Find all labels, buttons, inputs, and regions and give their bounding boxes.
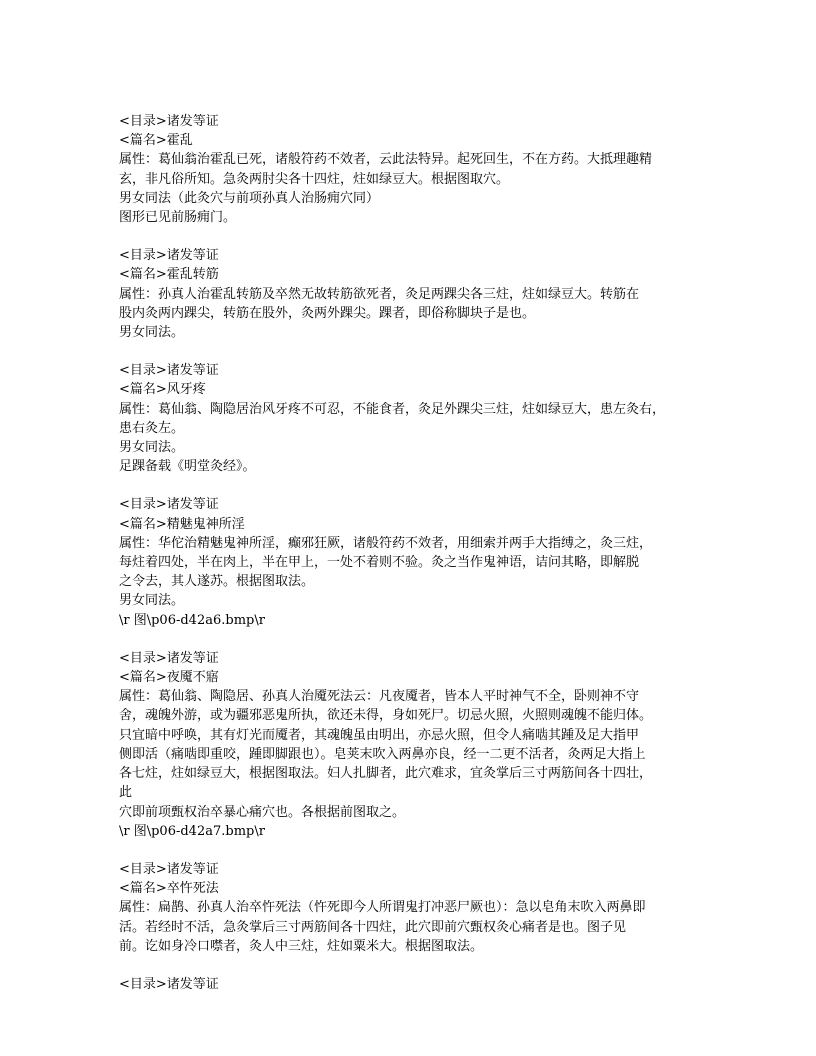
text-line: 前。讫如身冷口噤者，灸人中三炷，炷如粟米大。根据图取法。 [119, 938, 484, 954]
title-line: <篇名>霍乱 [119, 133, 193, 149]
text-line: 各七炷，炷如绿豆大，根据图取法。妇人扎脚者，此穴难求，宜灸掌后三寸两筋间各十四壮， [119, 766, 653, 782]
catalog-line: <目录>诸发等证 [119, 497, 219, 513]
text-line: 每炷着四处，半在肉上，半在甲上，一处不着则不验。灸之当作鬼神语，诘问其略，即解脱 [119, 555, 640, 571]
catalog-line: <目录>诸发等证 [119, 114, 219, 129]
catalog-line: <目录>诸发等证 [119, 363, 219, 379]
text-line: 侧即活（痛啮即重咬，踵即脚跟也）。皂荚末吹入两鼻亦良，经一二更不活者，灸两足大指上 [119, 746, 646, 762]
catalog-line: <目录>诸发等证 [119, 650, 219, 666]
text-line: 男女同法。 [119, 440, 185, 456]
entry-fengyateng [119, 361, 699, 476]
text-line: 足踝备载《明堂灸经》。 [119, 459, 256, 475]
image-reference: \r 图\p06-d42a6.bmp\r [119, 612, 265, 628]
text-line: 穴即前项甄权治卒暴心痛穴也。各根据前图取之。 [119, 804, 406, 820]
catalog-line: <目录>诸发等证 [119, 248, 219, 264]
document-body [119, 112, 699, 1013]
text-line: 属性：孙真人治霍乱转筋及卒然无故转筋欲死者，灸足两踝尖各三炷，炷如绿豆大。转筋在 [119, 286, 640, 302]
text-line: 此 [119, 785, 133, 801]
title-line: <篇名>夜魇不寤 [119, 670, 219, 686]
text-line: 只宜暗中呼唤，其有灯光而魇者，其魂魄虽由明出，亦忌火照，但令人痛啮其踵及足大指甲 [119, 727, 640, 743]
text-line: 属性：华佗治精魅鬼神所淫，癫邪狂厥，诸般符药不效者，用细索并两手大指缚之，灸三炷， [119, 535, 653, 551]
text-line: 男女同法（此灸穴与前项孙真人治肠痈穴同） [119, 190, 380, 206]
entry-huoluan [119, 112, 699, 227]
catalog-line: <目录>诸发等证 [119, 976, 219, 992]
text-line: 图形已见前肠痈门。 [119, 210, 237, 226]
text-line: 属性：扁鹊、孙真人治卒忤死法（忤死即今人所谓鬼打冲恶尸厥也）：急以皂角末吹入两鼻即 [119, 900, 646, 916]
title-line: <篇名>风牙疼 [119, 382, 206, 398]
image-reference: \r 图\p06-d42a7.bmp\r [119, 823, 265, 839]
title-line: <篇名>精魅鬼神所淫 [119, 516, 245, 532]
text-line: 患右灸左。 [119, 420, 185, 436]
text-line: 男女同法。 [119, 593, 185, 609]
entry-huoluan-zhuanjin [119, 246, 699, 342]
text-line: 舍，魂魄外游，或为疆邪恶鬼所执，欲还未得，身如死尸。切忌火照，火照则魂魄不能归体。 [119, 708, 653, 724]
entry-yeyan [119, 649, 699, 841]
text-line: 属性：葛仙翁、陶隐居、孙真人治魇死法云：凡夜魇者，皆本人平时神气不全，卧则神不守 [119, 689, 640, 705]
entry-jingmei [119, 495, 699, 629]
catalog-line: <目录>诸发等证 [119, 861, 219, 877]
entry-next [119, 975, 699, 994]
text-line: 之令去，其人遂苏。根据图取法。 [119, 574, 315, 590]
text-line: 属性：葛仙翁、陶隐居治风牙疼不可忍，不能食者，灸足外踝尖三炷，炷如绿豆大，患左灸右， [119, 401, 666, 417]
text-line: 属性：葛仙翁治霍乱已死，诸般符药不效者，云此法特异。起死回生，不在方药。大抵理趣精 [119, 152, 653, 168]
text-line: 活。若经时不活，急灸掌后三寸两筋间各十四炷，此穴即前穴甄权灸心痛者是也。图子见 [119, 919, 627, 935]
entry-zuwu [119, 860, 699, 956]
title-line: <篇名>卒忤死法 [119, 881, 219, 897]
text-line: 玄，非凡俗所知。急灸两肘尖各十四炷，炷如绿豆大。根据图取穴。 [119, 171, 510, 187]
text-line: 男女同法。 [119, 325, 185, 341]
title-line: <篇名>霍乱转筋 [119, 267, 219, 283]
text-line: 股内灸两内踝尖，转筋在股外，灸两外踝尖。踝者，即俗称脚块子是也。 [119, 305, 536, 321]
